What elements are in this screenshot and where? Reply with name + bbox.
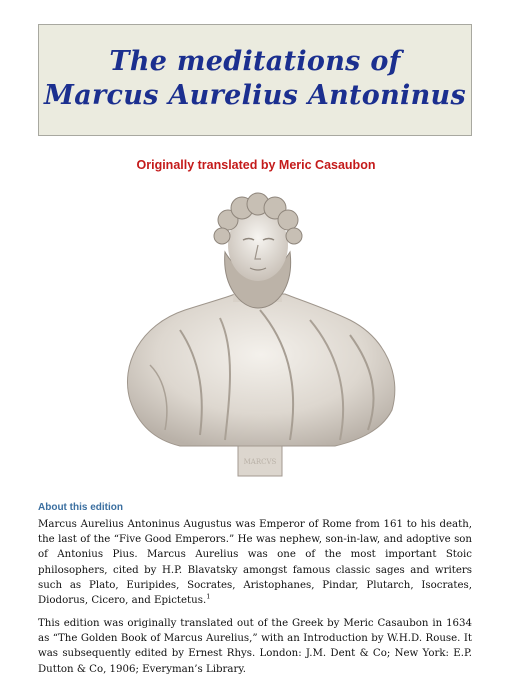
section-heading: About this edition — [38, 502, 123, 513]
title-box — [38, 24, 472, 136]
title-line-1: The meditations of — [109, 46, 401, 77]
title-line-2: Marcus Aurelius Antoninus — [44, 80, 466, 111]
paragraph-2: This edition was originally translated out of the Greek by Meric Casaubon in 1634 as “The Golden Book of Marcus Aurelius,” with an Introduction by W.H.D. Rouse. It was subsequently edited by Ernest Rhys. London: J.M. Dent & Co; New York: E.P. Dutton & Co, 1906; Everyman’s Library. — [38, 618, 472, 675]
footnote-marker[interactable]: 1 — [206, 592, 211, 601]
plinth-inscription: MARCVS — [243, 458, 277, 466]
subtitle: Originally translated by Meric Casaubon — [136, 158, 376, 172]
paragraph-1 — [38, 517, 472, 608]
paragraph-1-text: Marcus Aurelius Antoninus Augustus was Emperor of Rome from 161 to his death, the last of the “Five Good Emperors.” He was nephew, son-in-law, and adoptive son of Antonius Pius. Marcus Aurelius was one of the most important Stoic philosophers, cited by H.P. Blavatsky amongst famous classic sages and writers such as Plato, Euripides, Socrates, Aristophanes, Pindar, Plutarch, Isocrates, Diodorus, Cicero, and Epictetus. — [38, 519, 472, 607]
marble-bust-icon — [110, 190, 406, 490]
